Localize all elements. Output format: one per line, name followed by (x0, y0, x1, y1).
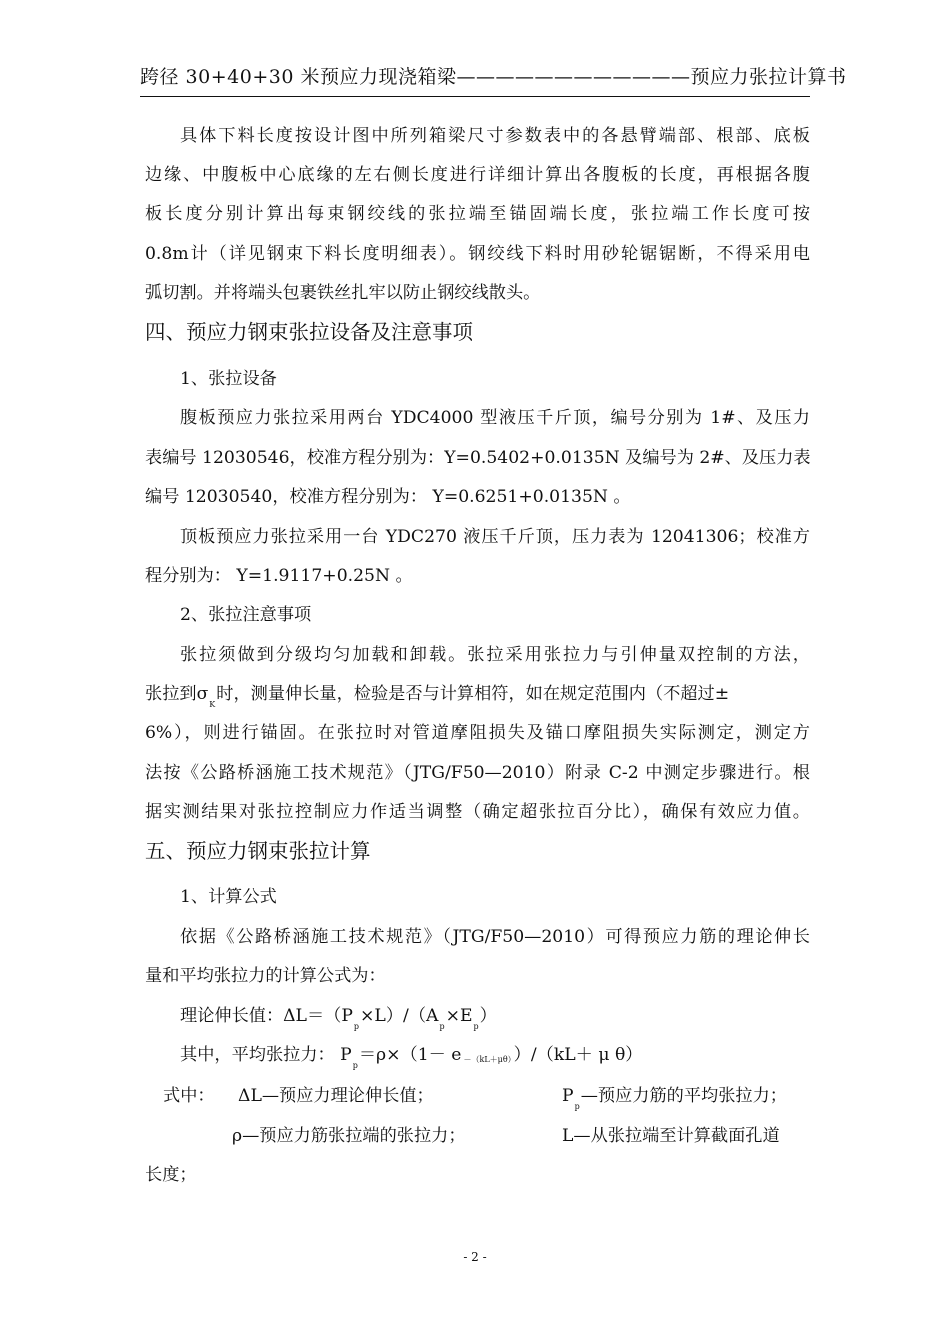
formula-part: ×L）/（A (360, 1006, 439, 1026)
paragraph-line: 编号 12030540，校准方程分别为： Y=0.6251+0.0135N 。 (145, 487, 631, 507)
paragraph-line (145, 682, 810, 709)
subsection-heading: 2、张拉注意事项 (180, 605, 312, 625)
subscript: p (439, 1022, 445, 1031)
paragraph-line: 板长度分别计算出每束钢绞线的张拉端至锚固端长度，张拉端工作长度可按 (145, 204, 810, 224)
header-rule (140, 96, 810, 97)
exponent: －（kL＋μθ） (463, 1055, 512, 1064)
page-number: - 2 - (463, 1250, 487, 1264)
section-heading: 五、预应力钢束张拉计算 (145, 839, 371, 863)
running-header: 跨径 30+40+30 米预应力现浇箱梁————————————预应力张拉计算书 (140, 66, 847, 88)
paragraph-line: 法按《公路桥涵施工技术规范》（JTG/F50—2010）附录 C-2 中测定步骤进行。根 (145, 763, 810, 783)
subscript: p (352, 1061, 358, 1070)
paragraph-line: 腹板预应力张拉采用两台 YDC4000 型液压千斤顶，编号分别为 1#、及压力 (180, 408, 810, 428)
formula-part: 理论伸长值：ΔL＝（P (180, 1006, 353, 1026)
paragraph-line: 依据《公路桥涵施工技术规范》（JTG/F50—2010）可得预应力筋的理论伸长 (180, 927, 810, 947)
definition-row (163, 1084, 563, 1108)
text-run: 张拉到σ (145, 684, 209, 704)
formula-part: P (562, 1086, 574, 1106)
formula-elongation (180, 1004, 810, 1031)
definition-item: ρ—预应力筋张拉端的张拉力； (232, 1126, 466, 1146)
formula-average-force (180, 1043, 810, 1070)
definition-item: L—从张拉端至计算截面孔道 (562, 1126, 780, 1146)
subscript: p (574, 1102, 580, 1111)
paragraph-line: 边缘、中腹板中心底缘的左右侧长度进行详细计算出各腹板的长度，再根据各腹 (145, 165, 810, 185)
definition-item (562, 1084, 787, 1111)
paragraph-line: 顶板预应力张拉采用一台 YDC270 液压千斤顶，压力表为 12041306；校准方 (180, 527, 810, 547)
formula-part: ）/（kL＋ μ θ） (513, 1045, 643, 1065)
section-heading: 四、预应力钢束张拉设备及注意事项 (145, 320, 473, 344)
paragraph-line: 弧切割。并将端头包裹铁丝扎牢以防止钢绞线散头。 (145, 283, 541, 303)
subsection-heading: 1、张拉设备 (180, 369, 277, 389)
paragraph-line: 量和平均张拉力的计算公式为： (145, 966, 386, 986)
paragraph-line: 张拉须做到分级均匀加载和卸载。张拉采用张拉力与引伸量双控制的方法， (180, 645, 810, 665)
paragraph-line: 具体下料长度按设计图中所列箱梁尺寸参数表中的各悬臂端部、根部、底板 (180, 126, 810, 146)
formula-part: ＝ρ×（1－ e (358, 1045, 462, 1065)
definition-label: 式中： (163, 1086, 215, 1106)
subscript: K (209, 700, 216, 709)
subscript: p (473, 1022, 479, 1031)
paragraph-line: 0.8m计（详见钢束下料长度明细表）。钢绞线下料时用砂轮锯锯断，不得采用电 (145, 244, 810, 264)
paragraph-line: 6%），则进行锚固。在张拉时对管道摩阻损失及锚口摩阻损失实际测定，测定方 (145, 723, 810, 743)
formula-part: —预应力筋的平均张拉力； (580, 1086, 787, 1106)
subscript: p (353, 1022, 360, 1031)
text-run: 时，测量伸长量，检验是否与计算相符，如在规定范围内（不超过± (216, 684, 730, 704)
paragraph-line: 长度； (145, 1165, 197, 1185)
formula-part: ×E (445, 1006, 473, 1026)
definition-item: ΔL—预应力理论伸长值； (238, 1086, 434, 1106)
paragraph-line: 据实测结果对张拉控制应力作适当调整（确定超张拉百分比），确保有效应力值。 (145, 802, 810, 822)
formula-part: ） (479, 1006, 497, 1026)
paragraph-line: 表编号 12030546，校准方程分别为：Y=0.5402+0.0135N 及编号为 2#、及压力表 (145, 448, 811, 468)
paragraph-line: 程分别为： Y=1.9117+0.25N 。 (145, 566, 413, 586)
subsection-heading: 1、计算公式 (180, 887, 277, 907)
formula-part: 其中，平均张拉力： P (180, 1045, 352, 1065)
